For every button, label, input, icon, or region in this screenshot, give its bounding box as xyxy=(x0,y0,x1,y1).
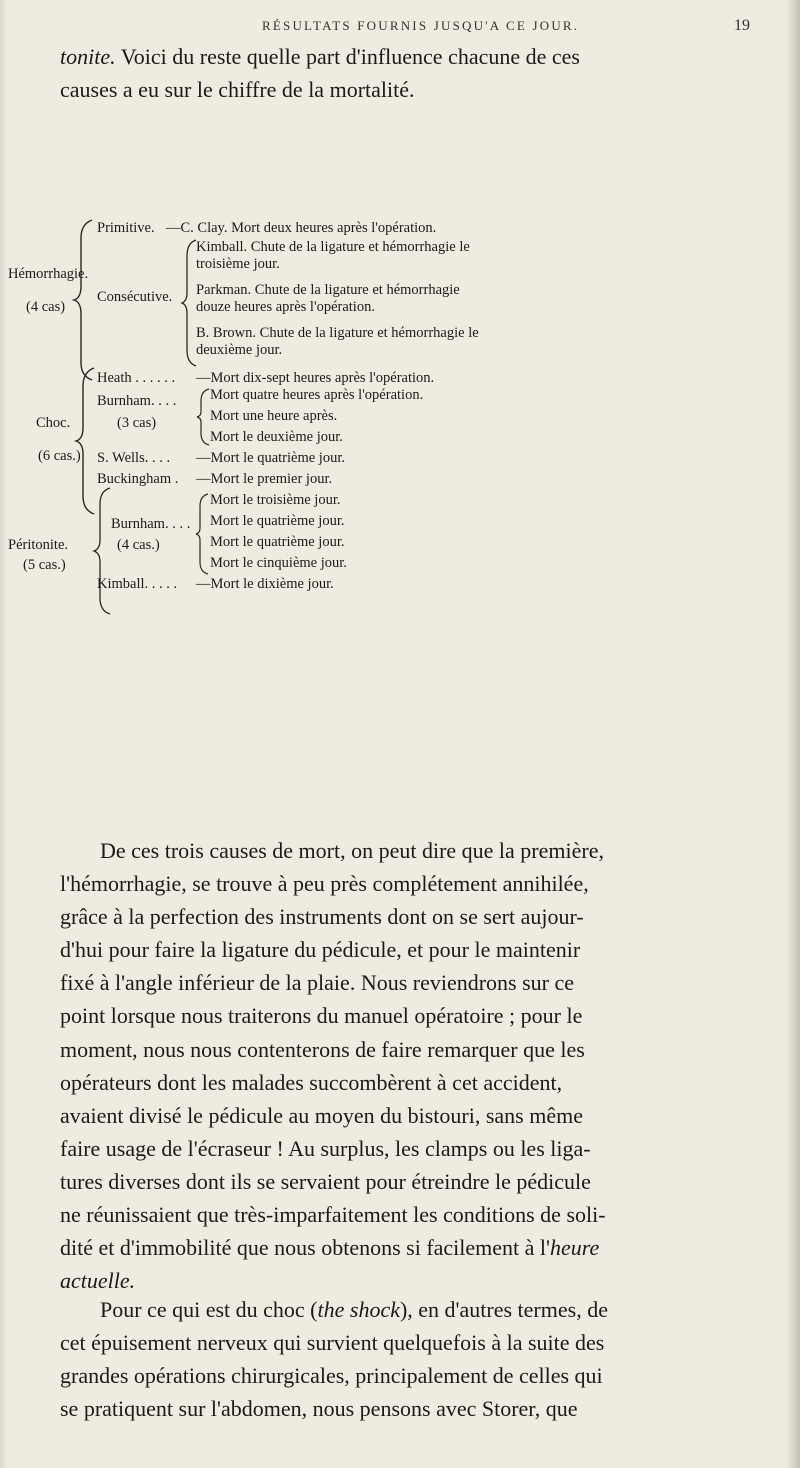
intro-line-2: causes a eu sur le chiffre de la mortalité. xyxy=(60,77,415,103)
body2-line: cet épuisement nerveux qui survient quelquefois à la suite des xyxy=(60,1330,605,1356)
body1-line-13 xyxy=(60,1231,786,1264)
body2-line-1-start: Pour ce qui est du choc ( xyxy=(100,1297,318,1322)
buckingham-name: Buckingham . xyxy=(97,471,179,487)
consecutive-entry-2: troisième jour. xyxy=(196,256,280,272)
body1-line: l'hémorrhagie, se trouve à peu près complétement annihilée, xyxy=(60,871,589,897)
consecutive-entry-4: douze heures après l'opération. xyxy=(196,299,375,315)
page-number: 19 xyxy=(734,17,750,34)
body-paragraph-2 xyxy=(60,1293,786,1425)
running-head xyxy=(262,18,750,34)
consecutive-entry-6: deuxième jour. xyxy=(196,342,283,358)
body2-line-1 xyxy=(60,1293,786,1326)
body1-line: De ces trois causes de mort, on peut dire que la première, xyxy=(100,838,604,863)
heath-result: —Mort dix-sept heures après l'opération. xyxy=(196,370,435,386)
body1-line: tures diverses dont ils se servaient pour étreindre le pédicule xyxy=(60,1168,591,1194)
body2-line: se pratiquent sur l'abdomen, nous pensons avec Storer, que xyxy=(60,1396,578,1422)
peritonite-brace xyxy=(92,486,112,616)
body2-line-1-end: ), en d'autres termes, de xyxy=(399,1297,608,1322)
burnham-perit-brace xyxy=(194,492,210,576)
peritonite-count: (5 cas.) xyxy=(23,557,66,573)
burnham-choc-result-3: Mort le deuxième jour. xyxy=(210,429,343,445)
peritonite-label: Péritonite. xyxy=(8,537,69,553)
body1-line: moment, nous nous contenterons de faire remarquer que les xyxy=(60,1036,585,1062)
kimball-result: —Mort le dixième jour. xyxy=(196,576,334,592)
burnham-choc-count: (3 cas) xyxy=(117,415,157,431)
body2-italic-shock: the shock xyxy=(317,1297,400,1322)
consecutive-entry-3: Parkman. Chute de la ligature et hémorrhagie xyxy=(196,282,460,298)
burnham-perit-result-2: Mort le quatrième jour. xyxy=(210,513,345,529)
burnham-perit-name: Burnham. . . . xyxy=(111,516,191,532)
consecutive-entry-5: B. Brown. Chute de la ligature et hémorrhagie le xyxy=(196,325,479,341)
intro-line-1-rest: Voici du reste quelle part d'influence chacune de ces xyxy=(115,44,580,69)
body1-line: d'hui pour faire la ligature du pédicule, et pour le maintenir xyxy=(60,937,581,963)
intro-line-1 xyxy=(60,40,786,73)
burnham-choc-brace xyxy=(195,387,211,447)
burnham-perit-result-3: Mort le quatrième jour. xyxy=(210,534,345,550)
hemorrhagie-label: Hémorrhagie. xyxy=(8,266,89,282)
burnham-perit-count: (4 cas.) xyxy=(117,537,160,553)
consecutive-entry-1: Kimball. Chute de la ligature et hémorrhagie le xyxy=(196,239,470,255)
choc-count: (6 cas.) xyxy=(38,448,81,464)
hemorrhagie-brace xyxy=(72,218,94,383)
mortality-table xyxy=(0,220,760,814)
body1-italic-heure: heure xyxy=(550,1235,600,1261)
intro-paragraph xyxy=(60,40,786,106)
buckingham-result: —Mort le premier jour. xyxy=(196,471,333,487)
intro-italic-word: tonite. xyxy=(60,44,116,69)
burnham-perit-result-4: Mort le cinquième jour. xyxy=(210,555,347,571)
body1-line: fixé à l'angle inférieur de la plaie. Nous reviendrons sur ce xyxy=(60,970,575,996)
wells-result: —Mort le quatrième jour. xyxy=(196,450,345,466)
body1-line: opérateurs dont les malades succombèrent à cet accident, xyxy=(60,1069,563,1095)
wells-name: S. Wells. . . . xyxy=(97,450,171,466)
burnham-choc-result-1: Mort quatre heures après l'opération. xyxy=(210,387,424,403)
running-head-title: RÉSULTATS FOURNIS JUSQU'A CE JOUR. xyxy=(262,18,580,33)
heath-name: Heath . . . . . . xyxy=(97,370,176,386)
body2-line: grandes opérations chirurgicales, principalement de celles qui xyxy=(60,1363,603,1389)
body1-italic-actuelle: actuelle. xyxy=(60,1268,136,1294)
kimball-name: Kimball. . . . . xyxy=(97,576,178,592)
body1-line: grâce à la perfection des instruments dont on se sert aujour- xyxy=(60,904,584,930)
burnham-choc-result-2: Mort une heure après. xyxy=(210,408,338,424)
primitive-label: Primitive. xyxy=(97,220,155,236)
hemorrhagie-count: (4 cas) xyxy=(26,299,66,315)
body1-line: point lorsque nous traiterons du manuel opératoire ; pour le xyxy=(60,1003,583,1029)
page-edge-shadow xyxy=(786,0,800,1468)
body1-line: ne réunissaient que très-imparfaitement les conditions de soli- xyxy=(60,1202,606,1228)
burnham-choc-name: Burnham. . . . xyxy=(97,393,177,409)
burnham-perit-result-1: Mort le troisième jour. xyxy=(210,492,341,508)
body1-line: faire usage de l'écraseur ! Au surplus, les clamps ou les liga- xyxy=(60,1135,591,1161)
body1-line-13-text: dité et d'immobilité que nous obtenons si facilement à l' xyxy=(60,1235,550,1261)
consecutive-label: Consécutive. xyxy=(97,289,173,305)
primitive-entry: —C. Clay. Mort deux heures après l'opération. xyxy=(166,220,437,236)
choc-label: Choc. xyxy=(36,415,71,431)
body-paragraph-1 xyxy=(60,834,786,1297)
body1-line: avaient divisé le pédicule au moyen du bistouri, sans même xyxy=(60,1102,583,1128)
